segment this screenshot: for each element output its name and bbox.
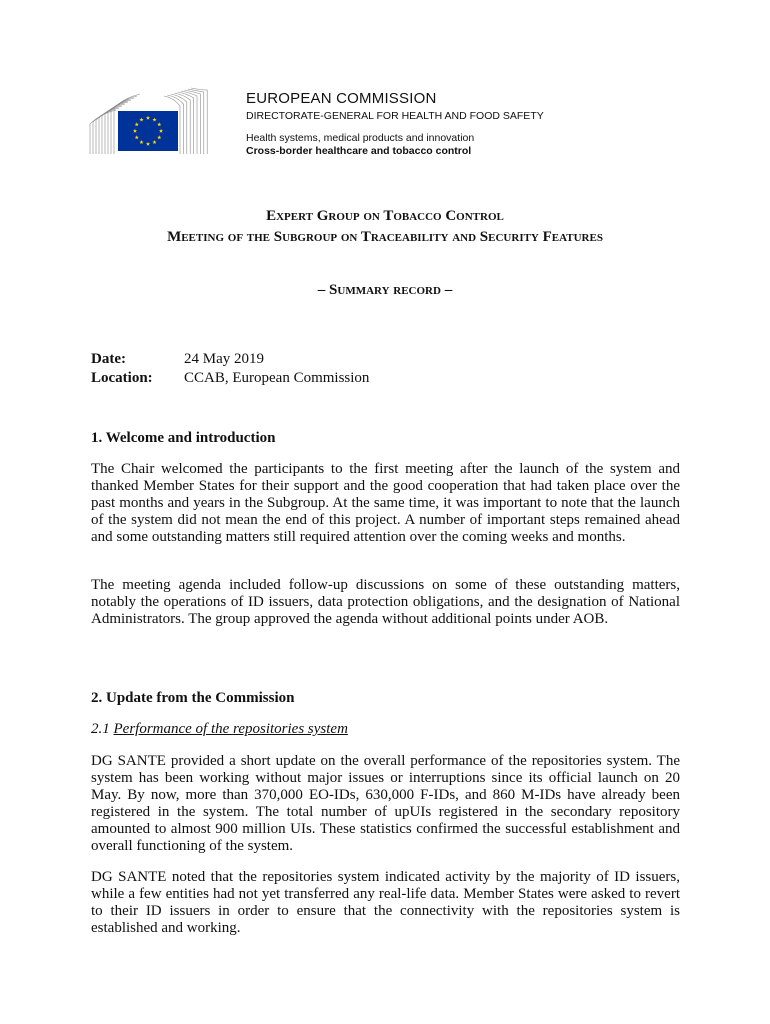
unit-name: Health systems, medical products and innovation bbox=[246, 132, 475, 144]
section-1-paragraph-2: The meeting agenda included follow-up discussions on some of these outstanding matters, notably the operations of ID issuers, data protection obligations, and the designation of National Administrators. The group approved the agenda without additional points under AOB. bbox=[91, 577, 680, 627]
date-label: Date: bbox=[91, 351, 126, 367]
section-1-heading: 1. Welcome and introduction bbox=[91, 430, 276, 446]
document-title: Expert Group on Tobacco Control bbox=[266, 208, 504, 224]
directorate-name: DIRECTORATE-GENERAL FOR HEALTH AND FOOD SAFETY bbox=[246, 110, 544, 122]
section-2-heading: 2. Update from the Commission bbox=[91, 690, 295, 706]
ec-building-emblem-icon bbox=[88, 84, 214, 156]
location-value: CCAB, European Commission bbox=[184, 370, 370, 386]
location-label: Location: bbox=[91, 370, 153, 386]
section-1-paragraph-1: The Chair welcomed the participants to the first meeting after the launch of the system and thanked Member States for their support and the good cooperation that had taken place over the past months and years in the Subgroup. At the same time, it was important to note that the launch of the system did not mean the end of this project. A number of important steps remained ahead and some outstanding matters still required attention over the coming weeks and months. bbox=[91, 461, 680, 545]
meeting-details bbox=[91, 350, 369, 388]
subunit-name: Cross-border healthcare and tobacco control bbox=[246, 145, 472, 157]
summary-record-label: – Summary record – bbox=[317, 282, 453, 298]
section-2-paragraph-2: DG SANTE noted that the repositories system indicated activity by the majority of ID issuers, while a few entities had not yet transferred any real-life data. Member States were asked to revert to their ID issuers in order to ensure that the connectivity with the repositories system is established and working. bbox=[91, 869, 680, 936]
section-2-1-subheading bbox=[91, 721, 680, 738]
date-value: 24 May 2019 bbox=[184, 351, 264, 367]
section-2-paragraph-1: DG SANTE provided a short update on the overall performance of the repositories system. The system has been working without major issues or interruptions since its official launch on 20 May. By now, more than 370,000 EO-IDs, 630,000 F-IDs, and 860 M-IDs have already been registered in the system. The total number of upUIs registered in the secondary repository amounted to almost 900 million UIs. These statistics confirmed the successful establishment and overall functioning of the system. bbox=[91, 753, 680, 854]
european-commission-logo bbox=[88, 84, 214, 156]
document-subtitle: Meeting of the Subgroup on Traceability and Security Features bbox=[167, 229, 603, 245]
subheading-title: Performance of the repositories system bbox=[113, 721, 348, 737]
letterhead bbox=[246, 90, 544, 158]
organization-name: EUROPEAN COMMISSION bbox=[246, 90, 437, 107]
subheading-number: 2.1 bbox=[91, 721, 114, 737]
